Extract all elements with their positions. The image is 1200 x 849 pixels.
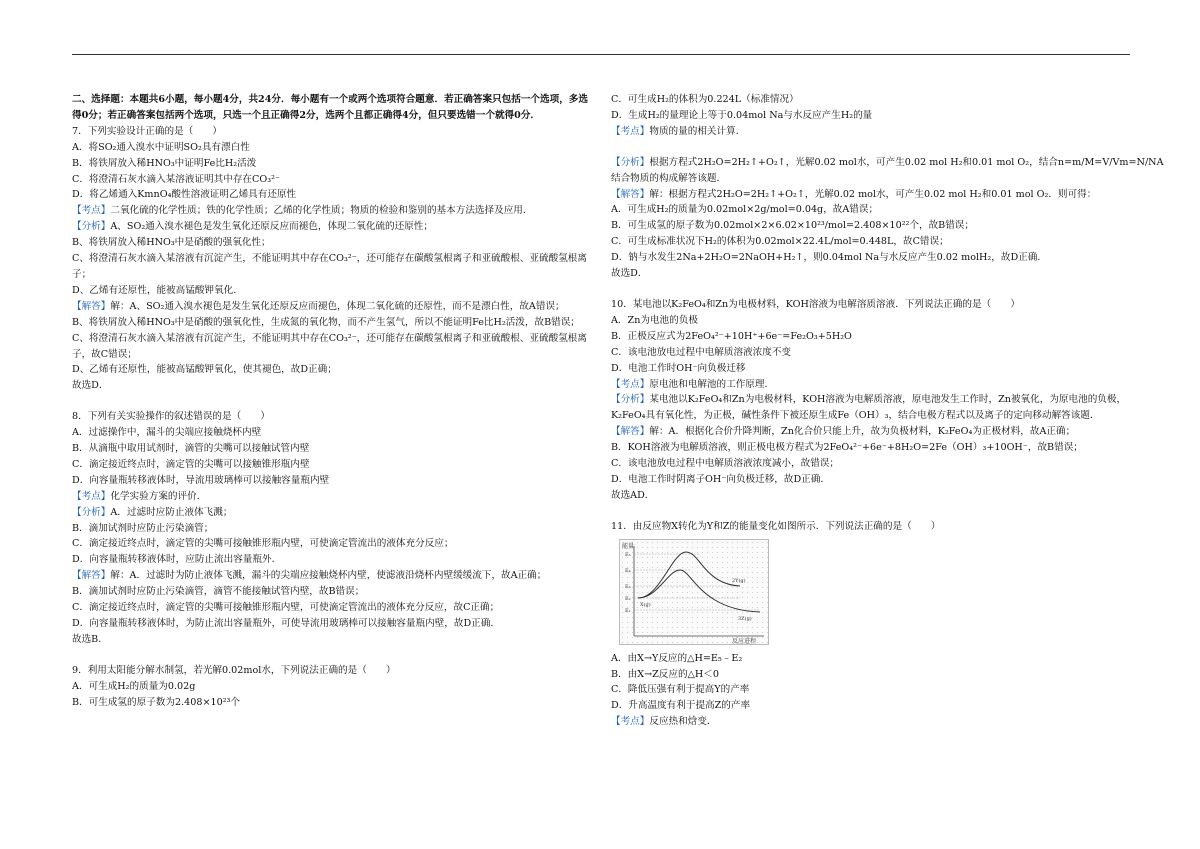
text-line [72,632,592,648]
text-content: B．可生成氢的原子数为0.02mol×2×6.02×10²³/mol=2.408×10²²个，故B错误； [611,220,974,232]
text-line [72,695,592,711]
text-line [611,155,1164,171]
text-content: 二、选择题：本题共6小题，每小题4分，共24分．每小题有一个或两个选项符合题意．若正确答案只包括一个选项，多选得0分；若正确答案包括两个选项，只选一个且正确得2分，选两个且都正确得4分，但只要选错一个就得0分． [72,94,588,121]
spacer [611,504,1131,519]
text-line [72,409,592,425]
section-tag: 【分析】 [611,394,650,406]
text-content: C．降低压强有利于提高Y的产率 [611,684,750,696]
text-line [611,124,1131,140]
level-e4: E₄ [625,567,631,574]
text-line [611,682,1131,698]
text-line [72,679,592,695]
text-line [72,473,592,489]
text-content: 9．利用太阳能分解水制氢，若光解0.02mol水，下列说法正确的是（ ） [72,664,396,676]
section-tag: 【分析】 [72,221,111,233]
text-line [611,424,1131,440]
text-line [72,124,592,140]
section-tag: 【考点】 [611,716,650,728]
text-line [611,667,1131,683]
text-content: 8．下列有关实验操作的叙述错误的是（ ） [72,411,270,423]
text-line [72,568,592,584]
text-content: 解：A．过滤时为防止液体飞溅，漏斗的尖端应接触烧杯内壁，使滤液沿烧杯内壁缓缓流下，故A正确； [110,570,547,582]
text-line [72,172,592,188]
energy-diagram-svg [620,540,768,644]
figure-ylabel: 能量 [622,542,635,550]
text-content: B．从滴瓶中取用试剂时，滴管的尖嘴可以接触试管内壁 [72,443,310,455]
text-line [611,651,1131,667]
text-content: C．滴定接近终点时，滴定管的尖嘴可接触锥形瓶内壁，可使滴定管流出的液体充分反应，故C正确； [72,602,500,614]
level-e2: E₂ [625,595,631,602]
right-column-bottom [611,651,1131,731]
text-content: D．电池工作时OH⁻向负极迁移 [611,362,746,374]
text-content: D、乙烯有还原性，能被高锰酸钾氧化． [72,284,243,296]
text-content: 化学实验方案的评价． [110,490,207,502]
text-content: A．过滤操作中，漏斗的尖端应接触烧杯内壁 [72,427,262,439]
label-y: 2Y(g) [732,577,746,584]
level-e3: E₃ [625,583,631,590]
text-line [611,108,1131,124]
section-tag: 【考点】 [611,125,650,137]
section-tag: 【解答】 [72,570,111,582]
section-tag: 【分析】 [611,156,650,168]
text-line [72,441,592,457]
text-line [611,187,1131,203]
energy-diagram-figure [619,539,769,645]
text-content: D．电池工作时阴离子OH⁻向负极迁移，故D正确． [611,473,830,485]
text-line [72,219,592,235]
text-line [611,377,1131,393]
text-content: A．将SO₂通入溴水中证明SO₂具有漂白性 [72,141,250,153]
section-tag: 【分析】 [72,506,111,518]
text-line [611,392,1131,424]
text-content: 故选D． [611,268,648,280]
text-content: C．滴定接近终点时，滴定管的尖嘴可以接触锥形瓶内壁 [72,458,310,470]
text-line [611,250,1131,266]
text-content: D．生成H₂的量理论上等于0.04mol Na与水反应产生H₂的量 [611,109,873,121]
text-content: B．正极反应式为2FeO₄²⁻+10H⁺+6e⁻=Fe₂O₃+5H₂O [611,330,852,342]
section-tag: 【解答】 [72,300,111,312]
text-content: 故选AD． [611,489,655,501]
text-line [72,489,592,505]
text-content: B、将铁屑放入稀HNO₃中是硝酸的强氧化性，生成氮的氧化物，而不产生氢气，所以不能证明Fe比H₂活泼，故B错误； [72,316,580,328]
text-line [611,440,1131,456]
text-line [72,616,592,632]
section-tag: 【考点】 [72,205,111,217]
text-line [611,714,1131,730]
text-content: 10．某电池以K₂FeO₄和Zn为电极材料，KOH溶液为电解溶质溶液．下列说法正确的是（ ） [611,298,1020,310]
text-line [72,536,592,552]
text-line [611,361,1131,377]
text-content: B、将铁屑放入稀HNO₃中是硝酸的强氧化性； [72,237,271,249]
text-line [72,187,592,203]
text-content: 故选D． [72,380,109,392]
text-line [72,584,592,600]
text-line [611,313,1131,329]
text-line [72,156,592,172]
spacer [611,282,1131,297]
text-content: 原电池和电解池的工作原理． [649,378,775,390]
text-content: 故选B． [72,633,108,645]
text-content: A．可生成H₂的质量为0.02mol×2g/mol=0.04g，故A错误； [611,204,879,216]
text-content: B．KOH溶液为电解质溶液，则正极电极方程式为2FeO₄²⁻+6e⁻+8H₂O=2Fe（OH）₃+10OH⁻，故B错误； [611,442,1083,454]
text-line [611,488,1131,504]
level-e1: E₁ [625,607,631,614]
text-content: D．向容量瓶转移液体时，应防止流出容量瓶外． [72,554,282,566]
spacer [72,394,592,409]
text-line [611,345,1131,361]
text-content: D．升高温度有利于提高Z的产率 [611,700,751,712]
text-line [611,266,1131,282]
text-content: C．将澄清石灰水滴入某溶液证明其中存在CO₃²⁻ [72,173,280,185]
text-line [72,203,592,219]
right-column-top [611,92,1164,535]
text-line [72,457,592,473]
text-content: C、将澄清石灰水滴入某溶液有沉淀产生，不能证明其中存在CO₃²⁻，还可能存在碳酸氢根离子和亚硫酸根、亚硫酸氢根离子； [72,253,587,280]
text-line [72,299,592,315]
section-tag: 【解答】 [611,188,650,200]
text-content: C．可生成H₂的体积为0.224L（标准情况） [611,94,799,105]
text-content: 11．由反应物X转化为Y和Z的能量变化如图所示．下列说法正确的是（ ） [611,520,941,532]
text-line [72,251,592,283]
text-line [611,171,1131,187]
text-content: D．将乙烯通入KmnO₄酸性溶液证明乙烯具有还原性 [72,189,297,201]
text-line [72,663,592,679]
text-content: 解：A、SO₂通入溴水褪色是发生氧化还原反应而褪色，体现二氧化硫的还原性，而不是漂白性，故A错误； [110,300,565,312]
text-line [611,297,1131,313]
text-content: C．该电池放电过程中电解质溶液浓度不变 [611,346,792,358]
text-content: A．Zn为电池的负极 [611,314,698,326]
text-content: B．将铁屑放入稀HNO₃中证明Fe比H₂活泼 [72,157,257,169]
text-content: B．滴加试剂时应防止污染滴管； [72,522,214,534]
text-line [72,283,592,299]
text-line [611,92,1131,108]
right-column [611,92,1164,730]
text-content: C．滴定接近终点时，滴定管的尖嘴可接触锥形瓶内壁，可使滴定管流出的液体充分反应； [72,538,454,550]
text-content: B．滴加试剂时应防止污染滴管，滴管不能接触试管内壁，故B错误； [72,586,365,598]
text-content: 物质的量的相关计算． [649,125,746,137]
text-content: C．可生成标准状况下H₂的体积为0.02mol×22.4L/mol=0.448L，故C错误； [611,236,949,248]
text-content: D．向容量瓶转移液体时，为防止流出容量瓶外，可使导流用玻璃棒可以接触容量瓶内壁，故D正确． [72,618,500,629]
left-column [72,92,592,711]
text-content: 二氧化硫的化学性质；铁的化学性质；乙烯的化学性质；物质的检验和鉴别的基本方法选择及应用． [110,205,533,217]
text-line [611,329,1131,345]
spacer [72,648,592,663]
label-z: 3Z(g) [738,615,752,622]
text-line [611,519,1131,535]
text-content: A、SO₂通入溴水褪色是发生氧化还原反应而褪色，体现二氧化硫的还原性； [110,221,433,233]
text-line [72,315,592,331]
text-line [72,425,592,441]
text-line [72,140,592,156]
section-tag: 【解答】 [611,426,650,438]
text-content: B．由X→Z反应的△H＜0 [611,668,719,680]
text-content: 7．下列实验设计正确的是（ ） [72,125,223,137]
text-content: 解：A．根据化合价升降判断，Zn化合价只能上升，故为负极材料，K₂FeO₄为正极材料，故A正确； [649,426,1076,438]
text-line [611,202,1131,218]
text-content: 结合物质的构成解答该题． [611,172,727,184]
text-line [72,600,592,616]
text-content: C、将澄清石灰水滴入某溶液有沉淀产生，不能证明其中存在CO₃²⁻，还可能存在碳酸氢根离子和亚硫酸根、亚硫酸氢根离子，故C错误； [72,332,587,360]
text-line [72,331,592,363]
text-content: B．可生成氢的原子数为2.408×10²³个 [72,696,240,708]
text-content: C．该电池放电过程中电解质溶液浓度减小，故错误； [611,458,839,470]
spacer [611,140,1131,155]
section-tag: 【考点】 [72,490,111,502]
label-x: X(g) [640,601,651,608]
text-line [72,92,592,124]
text-line [611,472,1131,488]
section-tag: 【考点】 [611,378,650,390]
text-line [611,456,1131,472]
text-content: D、乙烯有还原性，能被高锰酸钾氧化，使其褪色，故D正确； [72,364,337,376]
text-line [72,235,592,251]
text-line [72,378,592,394]
text-content: D．钠与水发生2Na+2H₂O=2NaOH+H₂↑，则0.04mol Na与水反应产生0.02 molH₂，故D正确． [611,252,1047,264]
text-line [72,552,592,568]
text-line [611,218,1131,234]
text-content: 某电池以K₂FeO₄和Zn为电极材料，KOH溶液为电解质溶液，原电池发生工作时，Zn被氧化，为原电池的负极，K₂FeO₄具有氧化性，为正极，碱性条件下被还原生成Fe（OH）₃，结合电极方程式以及离子的定向移动解答该题． [611,394,1127,422]
header-rule [72,54,1130,55]
text-content: 根据方程式2H₂O=2H₂↑+O₂↑，光解0.02 mol水，可产生0.02 mol H₂和0.01 mol O₂，结合n=m/M=V/Vm=N/NA [649,156,1164,168]
text-line [611,698,1131,714]
text-line [72,362,592,378]
text-line [72,505,592,521]
text-content: A．可生成H₂的质量为0.02g [72,680,196,692]
text-line [72,521,592,537]
text-content: D．向容量瓶转移液体时，导流用玻璃棒可以接触容量瓶内壁 [72,474,330,486]
figure-xlabel: 反应进程 [732,637,757,644]
text-content: 解：根据方程式2H₂O=2H₂↑+O₂↑，光解0.02 mol水，可产生0.02 mol H₂和0.01 mol O₂．则可得： [649,188,1097,200]
text-content: 反应热和焓变． [649,716,717,728]
text-content: A．由X→Y反应的△H=E₅﹣E₂ [611,652,743,664]
text-content: A．过滤时应防止液体飞溅； [110,506,233,518]
level-e5: E₅ [625,551,631,558]
text-line [611,234,1131,250]
